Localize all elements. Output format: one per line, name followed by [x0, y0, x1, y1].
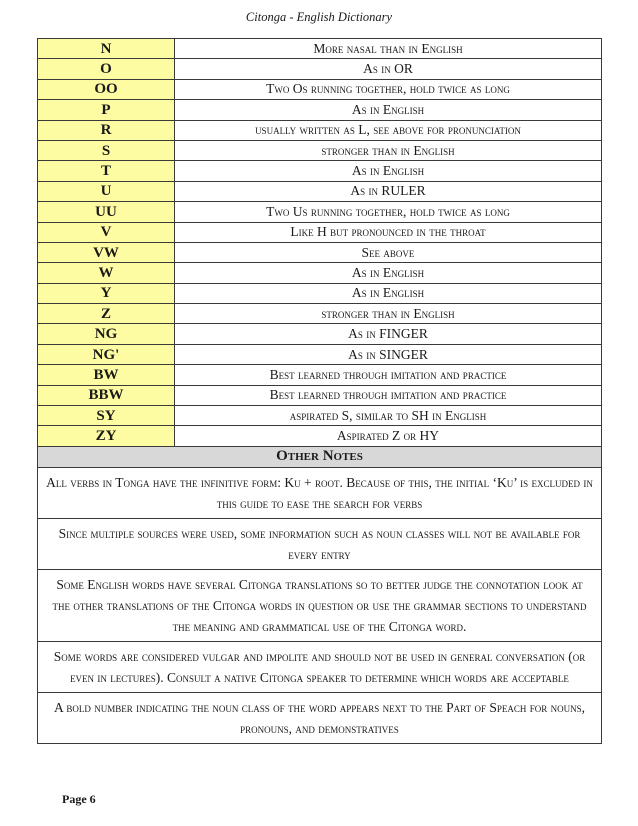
table-row	[38, 100, 602, 120]
note-row	[38, 641, 602, 692]
letter-cell: S	[38, 140, 175, 160]
note-text: Since multiple sources were used, some information such as noun classes will not be available for every entry	[38, 518, 602, 569]
letter-cell: ZY	[38, 426, 175, 446]
letter-cell: NG	[38, 324, 175, 344]
table-row	[38, 263, 602, 283]
letter-cell: V	[38, 222, 175, 242]
pronunciation-cell: stronger than in English	[175, 140, 602, 160]
table-row	[38, 242, 602, 262]
pronunciation-cell: As in SINGER	[175, 344, 602, 364]
pronunciation-cell: As in RULER	[175, 181, 602, 201]
pronunciation-cell: Best learned through imitation and practice	[175, 365, 602, 385]
pronunciation-cell: As in English	[175, 100, 602, 120]
letter-cell: P	[38, 100, 175, 120]
pronunciation-cell: As in OR	[175, 59, 602, 79]
table-row	[38, 222, 602, 242]
pronunciation-table	[37, 38, 602, 744]
table-row	[38, 161, 602, 181]
pronunciation-cell: As in FINGER	[175, 324, 602, 344]
letter-cell: BW	[38, 365, 175, 385]
table-row	[38, 181, 602, 201]
table-row	[38, 79, 602, 99]
pronunciation-cell: Two Us running together, hold twice as long	[175, 202, 602, 222]
table-row	[38, 426, 602, 446]
table-row	[38, 202, 602, 222]
pronunciation-cell: Like H but pronounced in the throat	[175, 222, 602, 242]
table-row	[38, 304, 602, 324]
pronunciation-cell: usually written as L, see above for pronunciation	[175, 120, 602, 140]
note-row	[38, 467, 602, 518]
letter-cell: VW	[38, 242, 175, 262]
other-notes-heading-row	[38, 446, 602, 467]
table-row	[38, 39, 602, 59]
note-text: All verbs in Tonga have the infinitive form: Ku + root. Because of this, the initial ‘Ku’ is excluded in this guide to ease the search for verbs	[38, 467, 602, 518]
table-row	[38, 120, 602, 140]
letter-cell: UU	[38, 202, 175, 222]
letter-cell: O	[38, 59, 175, 79]
pronunciation-cell: See above	[175, 242, 602, 262]
letter-cell: SY	[38, 406, 175, 426]
note-row	[38, 569, 602, 641]
note-row	[38, 518, 602, 569]
page-header-title: Citonga - English Dictionary	[245, 10, 393, 24]
pronunciation-cell: stronger than in English	[175, 304, 602, 324]
letter-cell: U	[38, 181, 175, 201]
table-row	[38, 385, 602, 405]
pronunciation-cell: aspirated S, similar to SH in English	[175, 406, 602, 426]
page-number: Page 6	[62, 792, 96, 806]
table-row	[38, 365, 602, 385]
letter-cell: OO	[38, 79, 175, 99]
table-row	[38, 59, 602, 79]
table-row	[38, 406, 602, 426]
note-row	[38, 692, 602, 743]
other-notes-heading: Other Notes	[38, 446, 602, 467]
letter-cell: T	[38, 161, 175, 181]
pronunciation-cell: As in English	[175, 283, 602, 303]
table-row	[38, 283, 602, 303]
table-row	[38, 140, 602, 160]
table-row	[38, 324, 602, 344]
letter-cell: BBW	[38, 385, 175, 405]
pronunciation-cell: Best learned through imitation and practice	[175, 385, 602, 405]
letter-cell: Z	[38, 304, 175, 324]
pronunciation-cell: As in English	[175, 263, 602, 283]
letter-cell: W	[38, 263, 175, 283]
pronunciation-cell: Two Os running together, hold twice as long	[175, 79, 602, 99]
pronunciation-cell: Aspirated Z or HY	[175, 426, 602, 446]
letter-cell: NG'	[38, 344, 175, 364]
letter-cell: R	[38, 120, 175, 140]
note-text: Some words are considered vulgar and impolite and should not be used in general conversation (or even in lectures). Consult a native Citonga speaker to determine which words are acceptable	[38, 641, 602, 692]
letter-cell: N	[38, 39, 175, 59]
note-text: A bold number indicating the noun class of the word appears next to the Part of Speach for nouns, pronouns, and demonstratives	[38, 692, 602, 743]
letter-cell: Y	[38, 283, 175, 303]
note-text: Some English words have several Citonga translations so to better judge the connotation look at the other translations of the Citonga words in question or use the grammar sections to understand the meaning and grammatical use of the Citonga word.	[38, 569, 602, 641]
pronunciation-cell: More nasal than in English	[175, 39, 602, 59]
table-row	[38, 344, 602, 364]
pronunciation-cell: As in English	[175, 161, 602, 181]
